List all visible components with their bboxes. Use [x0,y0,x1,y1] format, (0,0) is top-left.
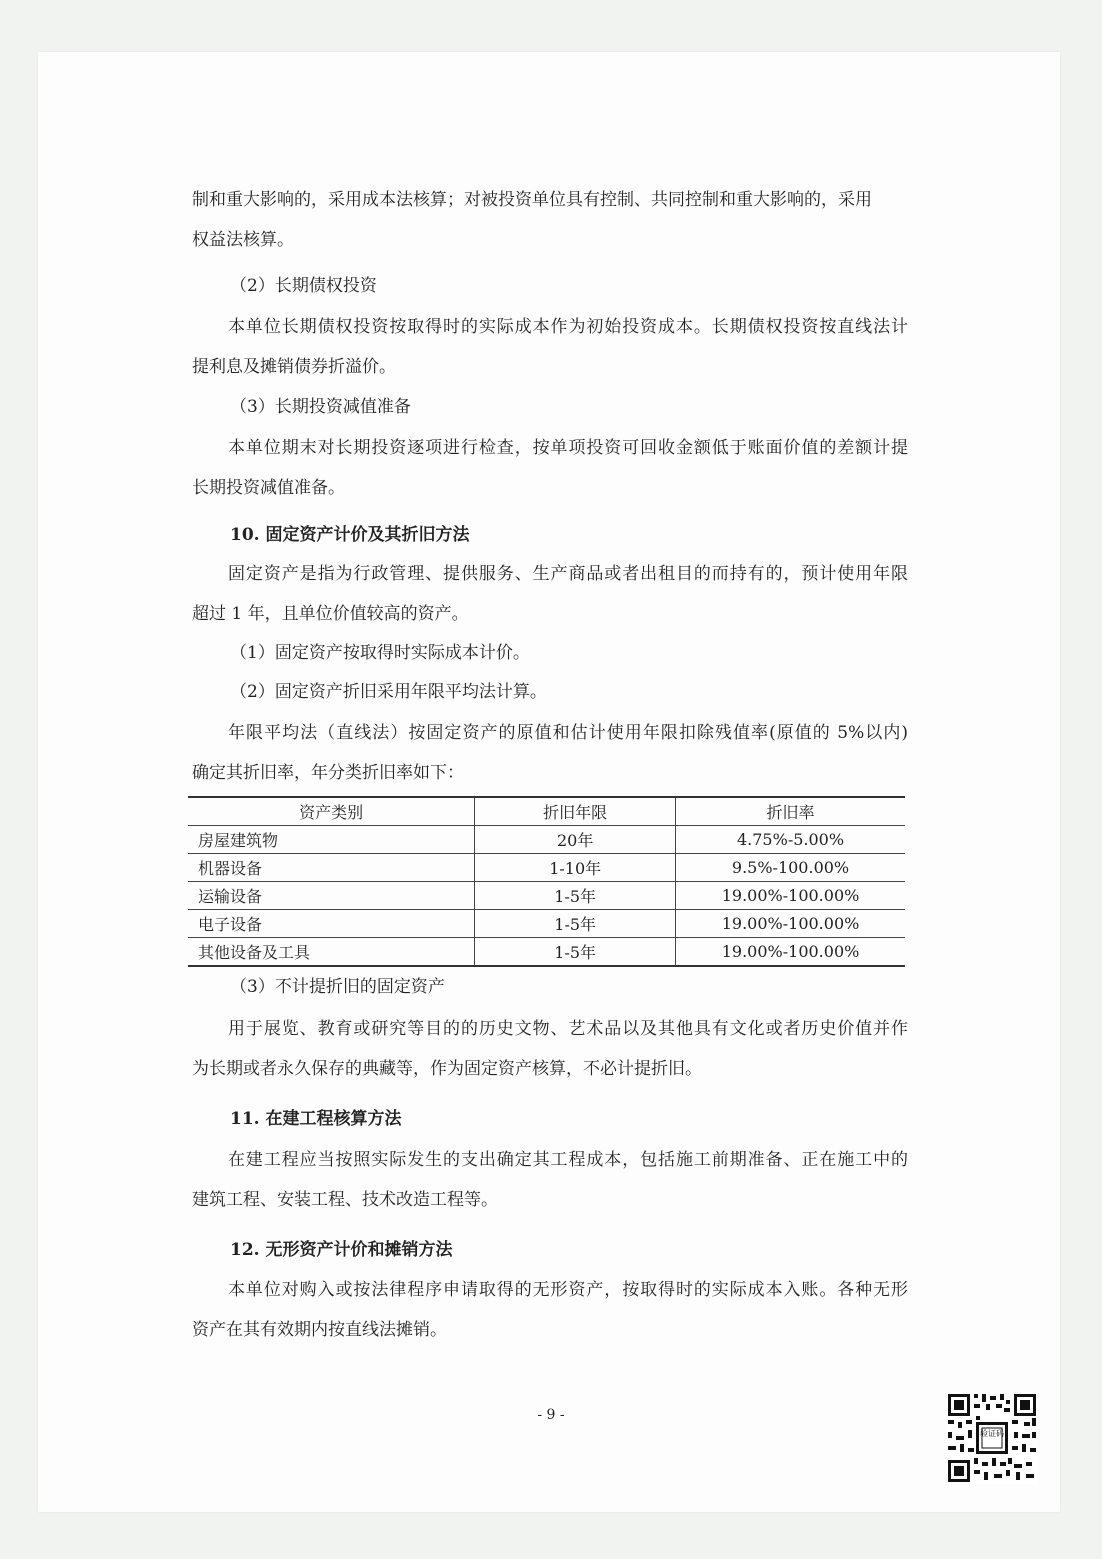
paragraph-cultural-relics [192,1010,908,1089]
heading-construction-in-progress: 11. 在建工程核算方法 [230,1109,402,1129]
heading-intangible-assets: 12. 无形资产计价和摊销方法 [230,1240,453,1260]
cell-rate: 19.00%-100.00% [676,938,905,967]
paragraph-straight-line: （2）固定资产折旧采用年限平均法计算。 [230,682,547,702]
text-line: 提利息及摊销债券折溢价。 [192,356,396,377]
text-line: 权益法核算。 [192,229,294,250]
cell-asset-class: 运输设备 [188,882,475,910]
cell-rate: 19.00%-100.00% [676,882,905,910]
cell-asset-class: 房屋建筑物 [188,826,475,854]
paragraph-cost-valuation: （1）固定资产按取得时实际成本计价。 [230,643,530,663]
depreciation-table [188,796,905,967]
table-header-row [188,797,905,826]
cell-asset-class: 电子设备 [188,910,475,938]
subheading-long-term-debt: （2）长期债权投资 [230,276,377,296]
text-line: 为长期或者永久保存的典藏等，作为固定资产核算，不必计提折旧。 [192,1058,702,1079]
text-line: 制和重大影响的，采用成本法核算；对被投资单位具有控制、共同控制和重大影响的，采用 [192,190,872,210]
cell-rate: 4.75%-5.00% [676,826,905,854]
subheading-no-depreciation: （3）不计提折旧的固定资产 [230,977,445,997]
cell-useful-life: 1-5年 [475,938,676,967]
text-line: 建筑工程、安装工程、技术改造工程等。 [192,1189,498,1210]
paragraph-intangible [192,1271,908,1350]
cell-useful-life: 1-5年 [475,882,676,910]
header-useful-life: 折旧年限 [475,797,676,826]
header-asset-class: 资产类别 [188,797,475,826]
table-row [188,854,905,882]
cell-asset-class: 其他设备及工具 [188,938,475,967]
table-row [188,910,905,938]
text-line: 超过 1 年，且单位价值较高的资产。 [192,603,469,624]
text-line: 本单位长期债权投资按取得时的实际成本作为初始投资成本。长期债权投资按直线法计 [228,317,908,337]
cell-asset-class: 机器设备 [188,854,475,882]
text-line: 年限平均法（直线法）按固定资产的原值和估计使用年限扣除残值率(原值的 5%以内) [228,723,908,743]
text-line: 本单位期末对长期投资逐项进行检查，按单项投资可回收金额低于账面价值的差额计提 [228,438,908,458]
cell-rate: 9.5%-100.00% [676,854,905,882]
text-line: 资产在其有效期内按直线法摊销。 [192,1319,447,1340]
cell-useful-life: 1-10年 [475,854,676,882]
qr-label: 验证码 [980,1429,1004,1438]
paragraph-impairment [192,429,908,508]
cell-useful-life: 20年 [475,826,676,854]
text-line: 长期投资减值准备。 [192,477,345,498]
paragraph-fixed-assets-def [192,555,908,634]
heading-fixed-assets: 10. 固定资产计价及其折旧方法 [230,525,470,545]
cell-rate: 19.00%-100.00% [676,910,905,938]
subheading-impairment: （3）长期投资减值准备 [230,397,411,417]
text-line: 在建工程应当按照实际发生的支出确定其工程成本，包括施工前期准备、正在施工中的 [228,1150,908,1170]
paragraph-long-term-debt [192,308,908,387]
text-line: 用于展览、教育或研究等目的的历史文物、艺术品以及其他具有文化或者历史价值并作 [228,1019,908,1039]
text-line: 确定其折旧率，年分类折旧率如下： [192,762,464,783]
table-row [188,882,905,910]
table-row [188,938,905,967]
text-line: 固定资产是指为行政管理、提供服务、生产商品或者出租目的而持有的，预计使用年限 [228,564,908,584]
table-row [188,826,905,854]
qr-code-icon [946,1392,1038,1484]
header-rate: 折旧率 [676,797,905,826]
text-line: 本单位对购入或按法律程序申请取得的无形资产，按取得时的实际成本入账。各种无形 [228,1280,908,1300]
cell-useful-life: 1-5年 [475,910,676,938]
paragraph-equity-method [192,181,908,260]
page-number: - 9 - [537,1407,565,1423]
paragraph-depreciation-rate [192,714,908,793]
paragraph-construction [192,1141,908,1220]
